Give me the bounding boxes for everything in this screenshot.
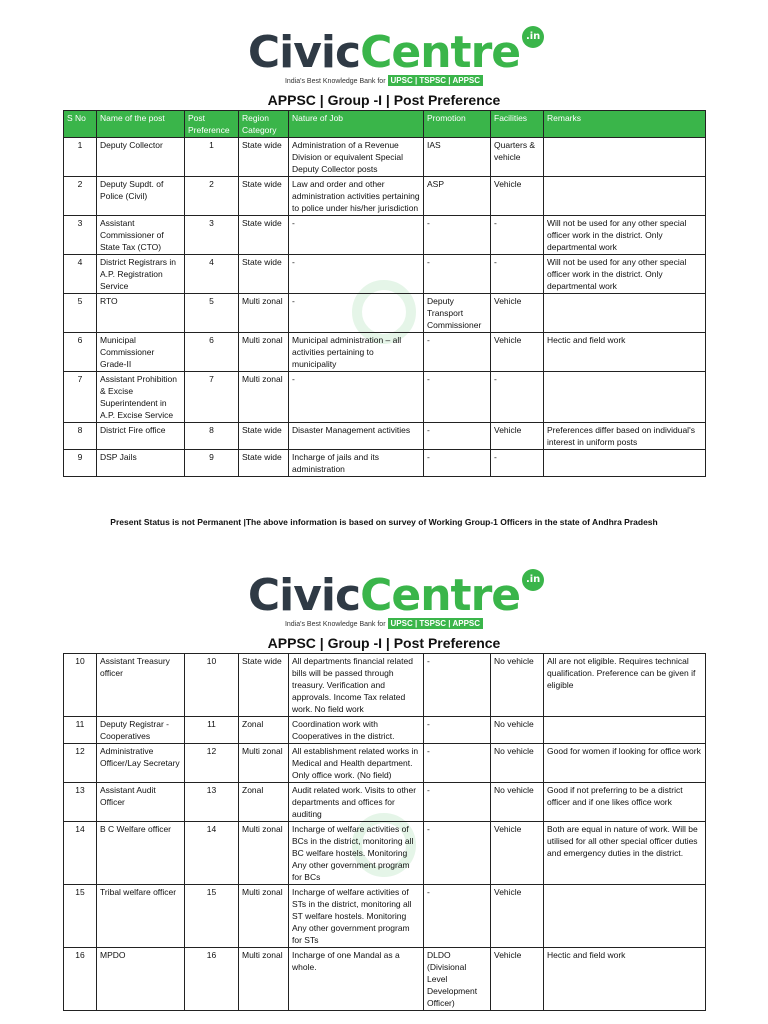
cell-sno: 12 (64, 744, 97, 783)
cell-nature: - (289, 372, 424, 423)
cell-region: Multi zonal (239, 372, 289, 423)
table-row (64, 216, 706, 255)
cell-preference: 13 (185, 783, 239, 822)
cell-post: District Fire office (97, 423, 185, 450)
cell-sno: 6 (64, 333, 97, 372)
cell-facilities: Vehicle (491, 822, 544, 885)
post-preference-table-1 (63, 110, 706, 477)
cell-nature: Disaster Management activities (289, 423, 424, 450)
cell-promotion: - (424, 450, 491, 477)
cell-nature: - (289, 255, 424, 294)
page-title: APPSC | Group -I | Post Preference (267, 92, 501, 108)
cell-remarks (544, 717, 706, 744)
cell-post: Assistant Commissioner of State Tax (CTO) (97, 216, 185, 255)
cell-remarks (544, 177, 706, 216)
logo-tagline: India's Best Knowledge Bank for UPSC | TSPSC | APPSC (0, 76, 768, 85)
cell-remarks: Hectic and field work (544, 948, 706, 1011)
table-row (64, 717, 706, 744)
cell-post: Assistant Treasury officer (97, 654, 185, 717)
cell-post: RTO (97, 294, 185, 333)
cell-preference: 14 (185, 822, 239, 885)
table-row (64, 822, 706, 885)
cell-sno: 7 (64, 372, 97, 423)
cell-sno: 3 (64, 216, 97, 255)
cell-post: DSP Jails (97, 450, 185, 477)
cell-remarks: Will not be used for any other special officer work in the district. Only departmental work (544, 216, 706, 255)
cell-promotion: - (424, 744, 491, 783)
cell-sno: 16 (64, 948, 97, 1011)
cell-facilities: - (491, 255, 544, 294)
cell-nature: - (289, 216, 424, 255)
cell-promotion: - (424, 654, 491, 717)
cell-remarks: Good for women if looking for office work (544, 744, 706, 783)
cell-promotion: - (424, 423, 491, 450)
table-row (64, 333, 706, 372)
table-row (64, 294, 706, 333)
cell-region: Multi zonal (239, 294, 289, 333)
cell-region: Multi zonal (239, 333, 289, 372)
cell-post: B C Welfare officer (97, 822, 185, 885)
cell-region: State wide (239, 450, 289, 477)
cell-preference: 11 (185, 717, 239, 744)
table-row (64, 372, 706, 423)
table-row (64, 783, 706, 822)
col-header-promotion: Promotion (424, 111, 491, 138)
cell-promotion: Deputy Transport Commissioner (424, 294, 491, 333)
cell-promotion: IAS (424, 138, 491, 177)
civiccentre-logo: CivicCentre .in India's Best Knowledge Bank for UPSC | TSPSC | APPSC (0, 30, 768, 85)
cell-nature: Audit related work. Visits to other departments and offices for auditing (289, 783, 424, 822)
table-row (64, 177, 706, 216)
cell-preference: 5 (185, 294, 239, 333)
cell-preference: 9 (185, 450, 239, 477)
cell-facilities: - (491, 372, 544, 423)
cell-promotion: - (424, 333, 491, 372)
in-badge-icon: .in (522, 569, 544, 591)
cell-region: State wide (239, 654, 289, 717)
table-header-row (64, 111, 706, 138)
cell-facilities: No vehicle (491, 783, 544, 822)
cell-preference: 8 (185, 423, 239, 450)
cell-nature: Incharge of welfare activities of STs in the district, monitoring all ST welfare hostels. Monitoring Any other government program for STs (289, 885, 424, 948)
cell-facilities: Quarters & vehicle (491, 138, 544, 177)
cell-preference: 12 (185, 744, 239, 783)
cell-post: Assistant Prohibition & Excise Superintendent in A.P. Excise Service (97, 372, 185, 423)
cell-remarks (544, 450, 706, 477)
cell-region: State wide (239, 177, 289, 216)
cell-facilities: Vehicle (491, 423, 544, 450)
cell-post: Deputy Registrar - Cooperatives (97, 717, 185, 744)
cell-preference: 3 (185, 216, 239, 255)
cell-promotion: - (424, 372, 491, 423)
cell-promotion: ASP (424, 177, 491, 216)
cell-preference: 7 (185, 372, 239, 423)
cell-sno: 15 (64, 885, 97, 948)
cell-facilities: No vehicle (491, 744, 544, 783)
cell-facilities: Vehicle (491, 333, 544, 372)
cell-nature: All establishment related works in Medical and Health department. Only office work. (No field) (289, 744, 424, 783)
col-header-preference: Post Preference (185, 111, 239, 138)
post-preference-table-2 (63, 653, 706, 1011)
col-header-region: Region Category (239, 111, 289, 138)
cell-post: Deputy Collector (97, 138, 185, 177)
cell-facilities: No vehicle (491, 717, 544, 744)
col-header-post: Name of the post (97, 111, 185, 138)
cell-facilities: Vehicle (491, 294, 544, 333)
cell-remarks: Preferences differ based on individual's interest in uniform posts (544, 423, 706, 450)
cell-remarks: Hectic and field work (544, 333, 706, 372)
cell-remarks: Will not be used for any other special officer work in the district. Only departmental work (544, 255, 706, 294)
cell-promotion: - (424, 216, 491, 255)
cell-sno: 2 (64, 177, 97, 216)
cell-post: Administrative Officer/Lay Secretary (97, 744, 185, 783)
cell-preference: 16 (185, 948, 239, 1011)
footer-note: Present Status is not Permanent |The above information is based on survey of Working Group-1 Officers in the state of Andhra Pradesh (110, 517, 658, 527)
cell-region: State wide (239, 255, 289, 294)
cell-facilities: Vehicle (491, 177, 544, 216)
cell-remarks: All are not eligible. Requires technical qualification. Preference can be given if eligible (544, 654, 706, 717)
cell-region: State wide (239, 423, 289, 450)
table-row (64, 255, 706, 294)
col-header-sno: S No (64, 111, 97, 138)
cell-nature: Coordination work with Cooperatives in the district. (289, 717, 424, 744)
cell-post: Tribal welfare officer (97, 885, 185, 948)
cell-sno: 4 (64, 255, 97, 294)
cell-facilities: - (491, 450, 544, 477)
cell-preference: 15 (185, 885, 239, 948)
cell-sno: 9 (64, 450, 97, 477)
cell-region: Multi zonal (239, 822, 289, 885)
cell-remarks (544, 294, 706, 333)
cell-region: State wide (239, 216, 289, 255)
cell-sno: 14 (64, 822, 97, 885)
cell-post: MPDO (97, 948, 185, 1011)
table-row (64, 885, 706, 948)
cell-remarks: Both are equal in nature of work. Will be utilised for all other special officer duties and emergency duties in the district. (544, 822, 706, 885)
cell-nature: Incharge of jails and its administration (289, 450, 424, 477)
cell-sno: 11 (64, 717, 97, 744)
cell-remarks (544, 138, 706, 177)
cell-promotion: - (424, 255, 491, 294)
page-title-2: APPSC | Group -I | Post Preference (267, 635, 501, 651)
cell-post: District Registrars in A.P. Registration Service (97, 255, 185, 294)
table-row (64, 423, 706, 450)
table-row (64, 654, 706, 717)
cell-region: State wide (239, 138, 289, 177)
cell-nature: Municipal administration – all activities pertaining to municipality (289, 333, 424, 372)
cell-facilities: - (491, 216, 544, 255)
cell-nature: - (289, 294, 424, 333)
table-row (64, 744, 706, 783)
cell-preference: 2 (185, 177, 239, 216)
cell-region: Multi zonal (239, 948, 289, 1011)
cell-sno: 13 (64, 783, 97, 822)
in-badge-icon: .in (522, 26, 544, 48)
civiccentre-logo-2: CivicCentre .in India's Best Knowledge Bank for UPSC | TSPSC | APPSC (0, 573, 768, 628)
col-header-nature: Nature of Job (289, 111, 424, 138)
table-row (64, 138, 706, 177)
cell-region: Multi zonal (239, 885, 289, 948)
cell-facilities: Vehicle (491, 948, 544, 1011)
cell-promotion: - (424, 717, 491, 744)
cell-preference: 4 (185, 255, 239, 294)
cell-region: Multi zonal (239, 744, 289, 783)
cell-facilities: No vehicle (491, 654, 544, 717)
cell-sno: 8 (64, 423, 97, 450)
cell-post: Assistant Audit Officer (97, 783, 185, 822)
col-header-facilities: Facilities (491, 111, 544, 138)
cell-region: Zonal (239, 717, 289, 744)
cell-nature: All departments financial related bills will be passed through treasury. Verification and approvals. Income Tax related work. No field work (289, 654, 424, 717)
cell-preference: 1 (185, 138, 239, 177)
cell-promotion: - (424, 885, 491, 948)
cell-remarks: Good if not preferring to be a district officer and if one likes office work (544, 783, 706, 822)
cell-sno: 5 (64, 294, 97, 333)
logo-tagline-2: India's Best Knowledge Bank for UPSC | TSPSC | APPSC (0, 619, 768, 628)
cell-region: Zonal (239, 783, 289, 822)
cell-nature: Law and order and other administration activities pertaining to police under his/her jurisdiction (289, 177, 424, 216)
table-row (64, 948, 706, 1011)
cell-nature: Incharge of one Mandal as a whole. (289, 948, 424, 1011)
cell-facilities: Vehicle (491, 885, 544, 948)
cell-post: Deputy Supdt. of Police (Civil) (97, 177, 185, 216)
cell-sno: 1 (64, 138, 97, 177)
cell-nature: Administration of a Revenue Division or equivalent Special Deputy Collector posts (289, 138, 424, 177)
document-page-2 (0, 555, 768, 1024)
cell-remarks (544, 885, 706, 948)
col-header-remarks: Remarks (544, 111, 706, 138)
cell-post: Municipal Commissioner Grade-II (97, 333, 185, 372)
cell-sno: 10 (64, 654, 97, 717)
cell-preference: 6 (185, 333, 239, 372)
cell-preference: 10 (185, 654, 239, 717)
table-row (64, 450, 706, 477)
cell-promotion: - (424, 783, 491, 822)
cell-promotion: - (424, 822, 491, 885)
cell-nature: Incharge of welfare activities of BCs in the district, monitoring all BC welfare hostels. Monitoring Any other government program for BCs (289, 822, 424, 885)
cell-promotion: DLDO (Divisional Level Development Officer) (424, 948, 491, 1011)
cell-remarks (544, 372, 706, 423)
